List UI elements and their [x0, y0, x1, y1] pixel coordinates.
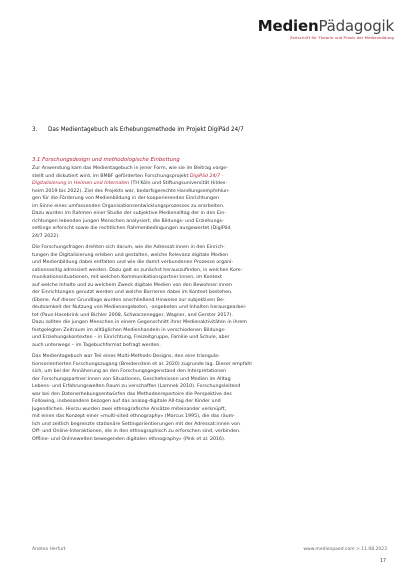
line-text: lich und zeitlich begrenzte stationäre Settingorientierungen mit der Adressat:innen von [32, 421, 240, 427]
text-line [32, 353, 382, 361]
line-text: Dazu sollten die jungen Menschen in einem Gegenschnitt ihrer Medienaktivitäten in ihrem [32, 320, 247, 325]
line-text: tet (Paus-Hasebrink und Bichler 2008, Schwarzenegger, Wagner, and Gerster 2017). [32, 312, 233, 318]
text-line [32, 327, 382, 335]
text-line [32, 376, 382, 384]
line-text: sationsseitig adressiert werden. Dazu galt es zunächst herauszufinden, in welchen Kom- [32, 267, 243, 273]
line-text: Das Medientagebuch war Teil eines Multi-Methods-Designs, den eine triangula- [32, 354, 220, 359]
line-text: und Erziehungskontexten – in Einrichtung, Freizeitgruppe, Familie und Schule, aber [32, 335, 230, 340]
line-text-after: (TH Köln und Stiftungsuniversität Hildes- [129, 181, 228, 186]
text-line [32, 391, 382, 399]
line-text: sich, um bei der Annäherung an den Forschungsgegenstand den Interpretationen [32, 369, 227, 374]
line-text: munikationssituationen, mit welchen Kommunikationspartner:innen, im Kontext [32, 275, 222, 280]
line-text: richtungen lebenden jungen Menschen analysiert, die Bildungs- und Erziehungs- [32, 218, 224, 224]
text-line [32, 436, 382, 444]
text-line [32, 259, 382, 267]
text-line [32, 368, 382, 376]
section-title: Das Medientagebuch als Erhebungsmethode im Projekt DigiPäd 24/7 [48, 127, 244, 133]
line-text: im Sinne eines umfassenden Organisationsentwicklungsprozesses zu erarbeiten. [32, 203, 225, 209]
text-line [32, 421, 382, 429]
text-line [32, 406, 382, 414]
text-line [32, 188, 382, 196]
text-line [32, 413, 382, 421]
logo-light: Pädagogik [318, 17, 394, 35]
text-line [32, 398, 382, 406]
line-text: heim 2019 bis 2022). Ziel des Projekts war, bedarfsgerechte Handlungsempfehlun- [32, 188, 230, 194]
body-text [32, 165, 382, 443]
logo-wordmark [258, 18, 394, 34]
text-line [32, 428, 382, 436]
line-text: Die Forschungsfragen drehten sich darum, wie die Adressat:innen in den Einrich- [32, 245, 225, 250]
line-text: festgelegten Zeitraum im alltäglichen Medienhandeln in verschiedenen Bildungs- [32, 327, 226, 333]
text-line [32, 210, 382, 218]
text-line [32, 267, 382, 275]
footer-author: Andrea Herfurt [32, 547, 66, 552]
text-line [32, 165, 382, 173]
line-text: settings erforscht sowie die rechtlichen Rahmenbedingungen ausgewertet (DigiPäd [32, 226, 231, 231]
text-line [32, 304, 382, 312]
page-footer [32, 547, 387, 555]
line-text: tungen die Digitalisierung erleben und gestalten, welche Relevanz digitale Medien [32, 252, 229, 258]
text-line [32, 319, 382, 327]
text-line [32, 218, 382, 226]
highlighted-title: Digitalisierung in Heimen und Internaten [32, 181, 130, 186]
logo-bold: Medien [257, 17, 319, 35]
subsection-heading: 3.1 Forschungsdesign und methodologische Einbettung [32, 157, 180, 163]
line-text: und Medienbildung dabei entfalten und wie die damit verbundenen Prozesse organi- [32, 260, 234, 265]
text-line [32, 225, 382, 233]
text-line [32, 297, 382, 305]
line-text: Off- und Online-Interaktionen, die in den ethnographisch zu erforschen sind, verbinden. [32, 429, 241, 434]
highlighted-title: DigiPäd 24/7 - [189, 173, 224, 179]
line-text: mit einen das Konzept einer «multi-sited ethnography» (Marcus 1995), die das räum- [32, 414, 235, 419]
text-line [32, 203, 382, 211]
footer-url: www.medienpaed.com > 11.08.2023 [303, 547, 387, 552]
text-line [32, 195, 382, 203]
text-line [32, 282, 382, 290]
line-text: der Forschungspartner:innen von Situationen, Geschehnissen und Medien im Alltag [32, 376, 231, 382]
text-line [32, 334, 382, 342]
text-line [32, 289, 382, 297]
line-text: Following, insbesondere bezogen auf das analog-digitale All-tag der Kinder und [32, 399, 221, 404]
text-line [32, 244, 382, 252]
section-heading [32, 127, 244, 133]
line-text: auf welche Inhalte und zu welchem Zweck digitale Medien von den Bewohner:innen [32, 282, 232, 288]
line-text: Zur Anwendung kam das Medientagebuch in jener Form, wie sie im Beitrag vorge- [32, 166, 228, 171]
logo-tagline: Zeitschrift für Theorie und Praxis der Medienbildung [289, 35, 394, 40]
text-line [32, 173, 382, 181]
line-text: Jugendlichen. Hierzu wurden zwei ethnografische Ansätze miteinander verknüpft, [32, 406, 227, 412]
text-line [32, 312, 382, 320]
line-text: (Ebene. Auf dieser Grundlage wurden anschließend Hinweise zur subjektiven Be- [32, 297, 225, 303]
line-text: 24/7 2022). [32, 233, 60, 239]
journal-logo [258, 18, 394, 41]
text-line [32, 180, 382, 188]
line-text: Offline- und Onlinewelten bewegenden digitalen ethnography» (Pink et al. 2016). [32, 436, 226, 442]
line-text: gen für die Förderung von Medienbildung in der kooperierenden Einrichtungen [32, 196, 219, 201]
line-text: auch unterwegs – im Tagebuchformat befragt werden. [32, 342, 161, 348]
line-text: war bei den Datenerhebungsentwürfen das Methodenrepertoire die Perspektive des [32, 391, 232, 397]
text-line [32, 361, 382, 369]
section-number: 3. [32, 127, 38, 133]
page-number: 17 [379, 559, 386, 564]
line-text: der Einrichtungen genutzt werden und welche Barrieren dabei im Kontext bestehen. [32, 290, 233, 295]
line-text: stellt und diskutiert wird, im BMBF geförderten Forschungsprojekt [32, 173, 190, 179]
text-line [32, 383, 382, 391]
text-line [32, 252, 382, 260]
line-text: Dazu wurden im Rahmen einer Studie der subjektive Medienalltag der in den Ein- [32, 211, 226, 216]
text-line [32, 342, 382, 350]
line-text: tionsorientierten Forschungszugang (Breidenstein et al. 2020) zugrunde lag. Dieser empfahl [32, 361, 252, 367]
line-text: Lebens- und Erfahrungswelten Raum zu verschaffen (Lamnek 2010). Forschungsleitend [32, 384, 241, 389]
line-text: deutsamkeit der Nutzung von Medienangeboten, -angeboten und Inhalten herausgearbei- [32, 305, 247, 310]
text-line [32, 274, 382, 282]
text-line [32, 233, 382, 241]
